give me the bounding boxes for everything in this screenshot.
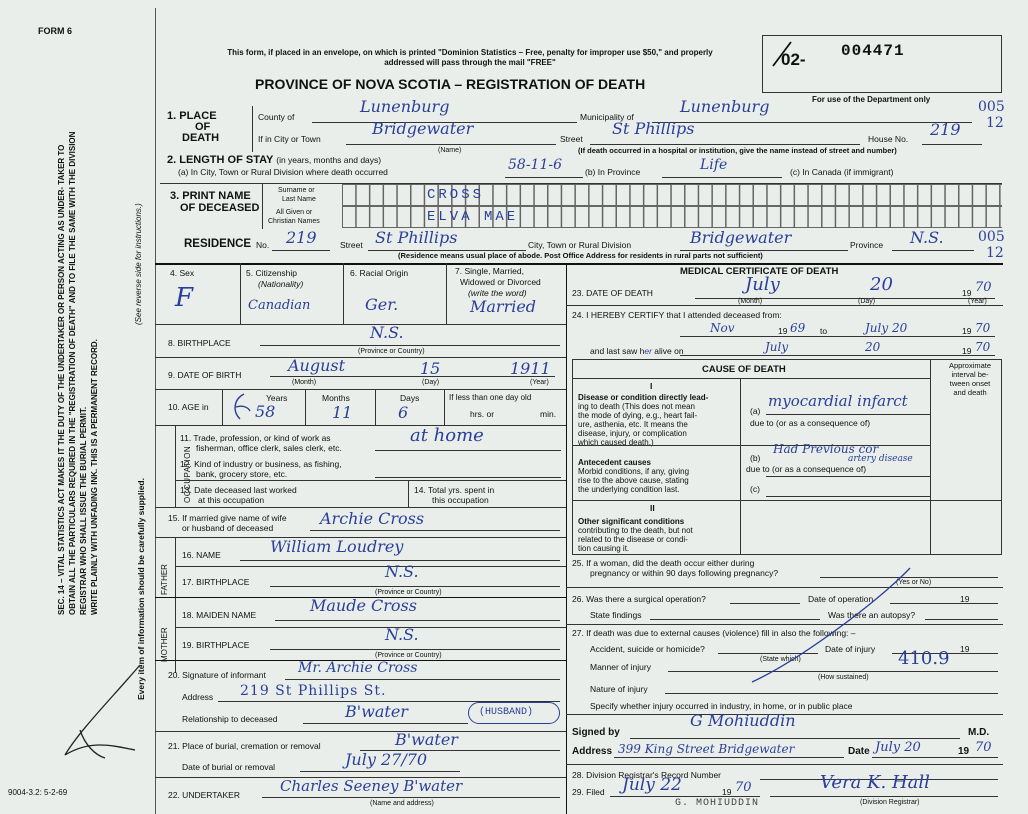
row23-bottom	[566, 305, 1003, 306]
q27-label: 27. If death was due to external causes (violence) fill in also the following: –	[572, 628, 856, 638]
occupation-side-rule	[175, 425, 176, 507]
side-reverse-note: (See reverse side for instructions.)	[134, 203, 143, 325]
city-line	[346, 144, 556, 145]
age-years-mark	[226, 391, 256, 423]
marital-label-1: 7. Single, Married,	[455, 266, 524, 276]
other-conditions-text	[578, 517, 693, 553]
antecedent-line-3: rise to the above cause, stating	[578, 476, 689, 485]
age-div-4	[444, 389, 445, 425]
date-of-death-year-prefix: 19	[962, 288, 972, 298]
father-name-value[interactable]: William Loudrey	[270, 537, 404, 556]
attend-to-yr-prefix: 19	[962, 326, 972, 336]
manner-of-injury-label: Manner of injury	[590, 662, 651, 672]
residence-province-value[interactable]: N.S.	[910, 228, 944, 247]
place-code-2: 12	[986, 115, 1004, 131]
city-label: If in City or Town	[258, 134, 321, 144]
dob-year[interactable]: 1911	[510, 359, 551, 378]
stay-title: LENGTH OF STAY	[179, 154, 274, 166]
cause-c-line	[766, 496, 930, 497]
interval-h3: tween onset	[949, 379, 991, 388]
interval-h1: Approximate	[948, 361, 992, 370]
municipality-value[interactable]: Lunenburg	[680, 97, 770, 116]
informant-signature-line	[285, 679, 560, 680]
burial-place-label: 21. Place of burial, cremation or removal	[168, 741, 321, 751]
dob-day[interactable]: 15	[420, 359, 441, 378]
occupation-bottom	[155, 507, 566, 508]
sex-value[interactable]: F	[175, 283, 194, 313]
physician-name-stamp: G. MOHIUDDIN	[675, 798, 760, 809]
surname-value[interactable]: CROSS	[427, 187, 485, 203]
margin-rule	[155, 8, 156, 814]
racial-origin-label: 6. Racial Origin	[350, 268, 409, 278]
reg-number: 004471	[841, 42, 905, 60]
disease-line-6: which caused death.)	[578, 438, 654, 447]
residence-city-value[interactable]: Bridgewater	[690, 228, 792, 247]
given-label-2: Christian Names	[268, 218, 320, 225]
age-months-value[interactable]: 11	[332, 403, 353, 422]
informant-address-label: Address	[182, 692, 214, 702]
q25-yes-no: (Yes or No)	[896, 579, 932, 586]
birthplace-value[interactable]: N.S.	[370, 323, 404, 342]
place-label-1: PLACE	[179, 110, 217, 122]
filed-year-value[interactable]: 70	[735, 780, 752, 795]
citizenship-label: 5. Citizenship	[246, 268, 298, 278]
residence-code-1: 005	[978, 229, 1005, 245]
last-seen-pronoun: er	[644, 346, 652, 356]
burial-date-value[interactable]: July 27/70	[345, 750, 428, 769]
mother-birthplace-value[interactable]: N.S.	[385, 625, 419, 644]
age-min-label: min.	[540, 409, 557, 419]
residence-no-line	[272, 250, 330, 251]
burial-place-value[interactable]: B'water	[395, 730, 458, 749]
diagonal-strike	[740, 560, 920, 690]
dept-use-label: For use of the Department only	[812, 95, 931, 104]
spouse-line	[310, 530, 560, 531]
place-label-2: OF	[195, 121, 211, 133]
physician-signature[interactable]: G Mohiuddin	[690, 711, 796, 730]
father-birthplace-line	[270, 586, 560, 587]
age-label: 10. AGE in	[168, 402, 209, 412]
disease-text	[578, 393, 708, 447]
physician-address-value[interactable]: 399 King Street Bridgewater	[618, 742, 795, 756]
antecedent-text	[578, 458, 689, 494]
disease-line-2: ing to death (This does not mean	[578, 402, 695, 411]
attend-line	[680, 336, 995, 337]
cause-b-value[interactable]: Had Previous cor	[773, 442, 879, 456]
cause-title: CAUSE OF DEATH	[702, 364, 786, 375]
signed-bottom	[566, 764, 1003, 765]
last-seen-label-a: and last saw h	[590, 346, 645, 356]
residence-no-label: No.	[256, 240, 270, 250]
age-months-label: Months	[322, 393, 350, 403]
print-name-label	[170, 191, 251, 201]
date-of-death-label: 23. DATE OF DEATH	[572, 288, 653, 298]
last-seen-label	[590, 346, 684, 356]
operation-date-label: Date of operation	[808, 594, 874, 604]
state-findings-label: State findings	[590, 610, 642, 620]
attend-from-yr[interactable]: 69	[790, 321, 806, 335]
residence-street-value[interactable]: St Phillips	[375, 228, 458, 247]
city-value[interactable]: Bridgewater	[372, 119, 474, 138]
relationship-value[interactable]: B'water	[345, 702, 408, 721]
other-line-4: tion causing it.	[578, 544, 630, 553]
mother-divider	[175, 627, 566, 628]
row10-bottom	[155, 425, 566, 426]
residence-city-label: City, Town or Rural Division	[528, 240, 632, 250]
signed-date-label: Date	[848, 746, 870, 757]
birthplace-line	[260, 345, 560, 346]
citizenship-value[interactable]: Canadian	[248, 298, 311, 313]
age-days-value[interactable]: 6	[398, 403, 409, 422]
side-instructions	[56, 115, 100, 615]
age-hrs-label: hrs. or	[470, 409, 495, 419]
last-seen-line	[680, 355, 995, 356]
birthplace-label: 8. BIRTHPLACE	[168, 338, 231, 348]
dob-line	[270, 376, 555, 377]
father-divider	[175, 566, 566, 567]
autopsy-line	[925, 619, 998, 620]
interval-divider	[930, 359, 931, 555]
street-value[interactable]: St Phillips	[612, 119, 695, 138]
registrar-line	[770, 796, 998, 797]
grid-center-divider	[566, 263, 567, 814]
specify-label: Specify whether injury occurred in industry, in home, or in public place	[590, 701, 853, 711]
cause-b-line	[766, 476, 930, 477]
occ11-label-2: fisherman, office clerk, sales clerk, etc.	[196, 443, 342, 453]
city-name-sub: (Name)	[438, 147, 462, 154]
place-label	[167, 111, 217, 121]
residence-province-line	[892, 250, 974, 251]
spouse-label-2: or husband of deceased	[182, 523, 274, 533]
attend-from-value[interactable]: Nov	[710, 321, 735, 335]
street-line	[590, 144, 860, 145]
occ13-div	[408, 480, 409, 507]
grid-top-rule	[155, 263, 1003, 265]
disease-line-1: Disease or condition directly lead-	[578, 393, 709, 402]
row20-bottom	[155, 731, 566, 732]
house-value[interactable]: 219	[930, 120, 961, 139]
father-name-label: 16. NAME	[182, 550, 221, 560]
division-registrar-sub: (Division Registrar)	[860, 799, 920, 806]
initials-mark	[50, 660, 150, 770]
occ14-label-2: this occupation	[432, 495, 489, 505]
nature-line	[665, 693, 998, 694]
cause-b-due-to: due to (or as a consequence of)	[746, 464, 867, 474]
name-label-1: PRINT NAME	[182, 190, 251, 202]
slash-mark	[767, 40, 797, 68]
relationship-line	[303, 723, 468, 724]
county-value[interactable]: Lunenburg	[360, 97, 450, 116]
undertaker-label: 22. UNDERTAKER	[168, 790, 240, 800]
record-number-label: 28. Division Registrar's Record Number	[572, 770, 722, 780]
place-bracket	[252, 106, 253, 152]
burial-date-line	[300, 771, 460, 772]
signed-by-label: Signed by	[572, 727, 620, 738]
marital-label-3: (write the word)	[468, 288, 527, 298]
husband-oval	[468, 702, 560, 724]
age-years-value[interactable]: 58	[255, 402, 276, 421]
mother-name-value[interactable]: Maude Cross	[310, 596, 417, 615]
attend-to-yr[interactable]: 70	[975, 321, 991, 335]
footer-code: 9004-3.2: 5-2-69	[8, 788, 68, 797]
antecedent-line-2: Morbid conditions, if any, giving	[578, 467, 690, 476]
undertaker-value[interactable]: Charles Seeney B'water	[280, 777, 463, 795]
part-II-divider	[740, 500, 741, 555]
attend-label: 24. I HEREBY CERTIFY that I attended deceased from:	[572, 310, 782, 320]
age-less-than-day-label: If less than one day old	[449, 393, 532, 402]
antecedent-line-1: Antecedent causes	[578, 458, 651, 467]
other-line-2: contributing to the death, but not	[578, 526, 693, 535]
relationship-label: Relationship to deceased	[182, 714, 278, 724]
date-of-injury-label: Date of injury	[825, 644, 876, 654]
last-seen-yr[interactable]: 70	[975, 340, 991, 354]
occ13-label-1: 13. Date deceased last worked	[180, 485, 297, 495]
name-num: 3.	[170, 190, 180, 202]
signed-date-line	[872, 757, 998, 758]
row8-bottom	[155, 357, 566, 358]
father-birthplace-value[interactable]: N.S.	[385, 562, 419, 581]
age-years-label: Years	[266, 393, 288, 403]
mother-birthplace-label: 19. BIRTHPLACE	[182, 640, 250, 650]
part-I-bottom	[572, 500, 1002, 501]
mother-name-line	[275, 620, 560, 621]
stay-b-label: (b) In Province	[585, 167, 641, 177]
other-line-1: Other significant conditions	[578, 517, 685, 526]
cause-c-label: (c)	[750, 484, 760, 494]
undertaker-sub: (Name and address)	[370, 800, 434, 807]
cause-b-value-2[interactable]: artery disease	[848, 454, 913, 464]
nature-of-injury-label: Nature of injury	[590, 684, 648, 694]
side-permanent-text: WRITE PLAINLY WITH UNFADING INK. THIS IS A PERMANENT RECORD.	[90, 339, 99, 615]
operation-year-prefix: 19	[960, 594, 970, 604]
cause-a-line	[766, 414, 930, 415]
age-div-3	[375, 389, 376, 425]
side-every-item-note: Every item of information should be carefully supplied.	[136, 478, 146, 700]
row4-div-3	[446, 263, 447, 324]
other-line-3: related to the disease or condi-	[578, 535, 688, 544]
registration-number-box	[762, 35, 1002, 93]
county-label: County of	[258, 112, 295, 122]
row4-div-2	[343, 263, 344, 324]
occ14-label-1: 14. Total yrs. spent in	[414, 485, 495, 495]
last-seen-yr-prefix: 19	[962, 346, 972, 356]
dob-label: 9. DATE OF BIRTH	[168, 370, 242, 380]
house-line	[922, 144, 982, 145]
marital-value[interactable]: Married	[470, 297, 537, 316]
name-bracket	[262, 183, 263, 229]
undertaker-line	[262, 797, 560, 798]
autopsy-label: Was there an autopsy?	[828, 610, 916, 620]
place-code-1: 005	[978, 99, 1005, 115]
occ12-label-2: bank, grocery store, etc.	[196, 469, 288, 479]
dod-year-sub: (Year)	[968, 298, 987, 305]
occ11-line	[375, 450, 561, 451]
father-name-line	[240, 560, 560, 561]
stay-num: 2.	[167, 154, 177, 166]
cause-b-label: (b)	[750, 453, 761, 463]
part-II-label: II	[650, 503, 655, 513]
q25-label-2: pregnancy or within 90 days following pregnancy?	[590, 568, 779, 578]
filed-label: 29. Filed	[572, 787, 605, 797]
reg-prefix: 02-	[781, 50, 806, 69]
division-registrar-signature[interactable]: Vera K. Hall	[820, 772, 930, 793]
disease-line-4: ure, asthenia, etc. It means the	[578, 420, 688, 429]
age-days-label: Days	[400, 393, 420, 403]
injury-year-prefix: 19	[960, 644, 970, 654]
residence-label: RESIDENCE	[184, 238, 252, 250]
occ11-value[interactable]: at home	[410, 425, 484, 446]
residence-street-label: Street	[340, 240, 363, 250]
signed-year-value[interactable]: 70	[975, 740, 992, 755]
signed-date-value[interactable]: July 20	[875, 740, 921, 755]
form-title: PROVINCE OF NOVA SCOTIA – REGISTRATION OF DEATH	[255, 76, 646, 92]
signed-year-prefix: 19	[958, 746, 970, 757]
informant-address-value[interactable]: 219 St Phillips St.	[240, 683, 387, 699]
interval-h2: interval be-	[951, 370, 989, 379]
physician-address-line	[614, 757, 844, 758]
cause-a-value[interactable]: myocardial infarct	[768, 392, 908, 410]
street-label: Street	[560, 134, 583, 144]
accident-label: Accident, suicide or homicide?	[590, 644, 705, 654]
occupation-side-label: OCCUPATION	[183, 445, 192, 503]
cause-a-due-to: due to (or as a consequence of)	[750, 418, 871, 428]
how-sustained-sub: (How sustained)	[818, 674, 869, 681]
given-names-value[interactable]: ELVA MAE	[427, 209, 519, 225]
filed-date-line	[610, 796, 760, 797]
antecedent-line-4: the underlying condition last.	[578, 485, 680, 494]
header-note: This form, if placed in an envelope, on which is printed "Dominion Statistics – Free, penalty for improper use $50," and properly addressed will pass through the mail "FREE"	[227, 48, 713, 67]
place-label-3: DEATH	[182, 132, 220, 144]
cause-a-label: (a)	[750, 406, 761, 416]
filed-date-value[interactable]: July 22	[622, 775, 682, 795]
informant-signature-value[interactable]: Mr. Archie Cross	[298, 660, 418, 676]
stay-b-value[interactable]: Life	[700, 157, 728, 173]
interval-h4: and death	[953, 388, 987, 397]
disease-line-3: the mode of dying, e.g., heart fail-	[578, 411, 698, 420]
parents-side-rule	[175, 537, 176, 673]
informant-signature-label: 20. Signature of informant	[168, 670, 266, 680]
dob-year-sub: (Year)	[530, 379, 549, 386]
stay-a-value[interactable]: 58-11-6	[508, 157, 562, 173]
spouse-label-1: 15. If married give name of wife	[168, 513, 287, 523]
occ11-label-1: 11. Trade, profession, or kind of work as	[180, 433, 331, 443]
surname-label-2: Last Name	[282, 196, 316, 203]
date-of-death-day[interactable]: 20	[870, 274, 893, 295]
stay-b-line	[662, 177, 782, 178]
residence-note: (Residence means usual place of abode. Post Office Address for residents in rural parts not sufficient)	[398, 251, 763, 260]
attend-to-label: to	[820, 326, 828, 336]
mother-side-label: MOTHER	[160, 627, 169, 662]
date-of-death-year[interactable]: 70	[975, 280, 992, 295]
dob-month-sub: (Month)	[292, 379, 317, 386]
given-label-1: All Given or	[276, 209, 313, 216]
medical-certificate-title: MEDICAL CERTIFICATE OF DEATH	[680, 266, 839, 277]
last-seen-day[interactable]: 20	[865, 340, 881, 354]
last-seen-month[interactable]: July	[765, 340, 789, 354]
dob-day-sub: (Day)	[422, 379, 440, 386]
disease-line-5: disease, injury, or complication	[578, 429, 687, 438]
residence-no-value[interactable]: 219	[286, 228, 317, 247]
row4-div-1	[240, 263, 241, 324]
age-div-1	[222, 389, 223, 425]
dod-day-sub: (Day)	[858, 298, 876, 305]
father-birthplace-sub: (Province or Country)	[375, 589, 442, 596]
row9-bottom	[155, 389, 566, 390]
father-birthplace-label: 17. BIRTHPLACE	[182, 577, 250, 587]
icd-code: 410.9	[898, 648, 950, 669]
husband-text: (HUSBAND)	[479, 707, 534, 718]
spouse-value[interactable]: Archie Cross	[320, 509, 425, 528]
racial-origin-value[interactable]: Ger.	[365, 295, 399, 314]
surname-label-1: Surname or	[278, 187, 315, 194]
occ12-label-1: 12. Kind of industry or business, as fishing,	[180, 459, 342, 469]
attend-from-yr-prefix: 19	[778, 326, 788, 336]
cause-inner-divider	[740, 378, 741, 500]
filed-year-prefix: 19	[722, 787, 732, 797]
accident-state-sub: (State which)	[760, 656, 801, 663]
q25-label-1: 25. If a woman, did the death occur either during	[572, 558, 755, 568]
municipality-line	[652, 122, 972, 123]
mother-birthplace-line	[270, 649, 560, 650]
attend-to-value[interactable]: July 20	[865, 321, 908, 335]
physician-address-label: Address	[572, 746, 613, 757]
stay-label	[167, 155, 381, 165]
father-side-label: FATHER	[160, 564, 169, 595]
citizenship-sub: (Nationality)	[258, 279, 304, 289]
occ12-line	[375, 477, 561, 478]
house-label: House No.	[868, 134, 909, 144]
marital-label-2: Widowed or Divorced	[460, 277, 541, 287]
dod-month-sub: (Month)	[738, 298, 763, 305]
place-num: 1.	[167, 110, 177, 122]
name-label-2: OF DECEASED	[180, 202, 260, 214]
q26-label: 26. Was there a surgical operation?	[572, 594, 706, 604]
side-sec14-text: SEC. 14 – VITAL STATISTICS ACT MAKES IT THE DUTY OF THE UNDERTAKER OR PERSON ACTING AS UNDER- TAKER TO OBTAIN ALL THE PARTICULARS REQUIRED IN THE "REGISTRATION OF DEATH" AND TO FILE THE SAME WITH THE DIVISION REGISTRAR WHO SHALL ISSUE THE BURIAL PERMIT.	[57, 131, 88, 615]
burial-date-label: Date of burial or removal	[182, 762, 276, 772]
birthplace-sub: (Province or Country)	[358, 348, 425, 355]
form-number: FORM 6	[38, 26, 73, 36]
date-of-death-month[interactable]: July	[745, 274, 780, 295]
hospital-note: (If death occurred in a hospital or institution, give the name instead of street and number)	[578, 146, 897, 155]
row4-bottom	[155, 324, 566, 325]
municipality-label: Municipality of	[580, 112, 634, 122]
md-label: M.D.	[968, 727, 990, 738]
mother-birthplace-sub: (Province or Country)	[375, 652, 442, 659]
mother-name-label: 18. MAIDEN NAME	[182, 610, 257, 620]
residence-code-2: 12	[986, 245, 1004, 261]
cause-title-rule	[572, 378, 930, 379]
residence-province-label: Province	[850, 240, 884, 250]
part-I-label: I	[650, 381, 653, 391]
last-seen-label-b: alive on	[654, 346, 684, 356]
age-div-2	[305, 389, 306, 425]
dob-month[interactable]: August	[288, 356, 346, 375]
stay-a-line	[505, 177, 583, 178]
stay-a-label: (a) In City, Town or Rural Division where death occurred	[178, 167, 388, 177]
sex-label: 4. Sex	[170, 268, 195, 278]
occ12-bottom	[175, 480, 566, 481]
stay-c-label: (c) In Canada (if immigrant)	[790, 167, 894, 177]
interval-header	[941, 361, 999, 397]
stay-sub: (in years, months and days)	[276, 155, 382, 165]
occ13-label-2: at this occupation	[198, 495, 265, 505]
